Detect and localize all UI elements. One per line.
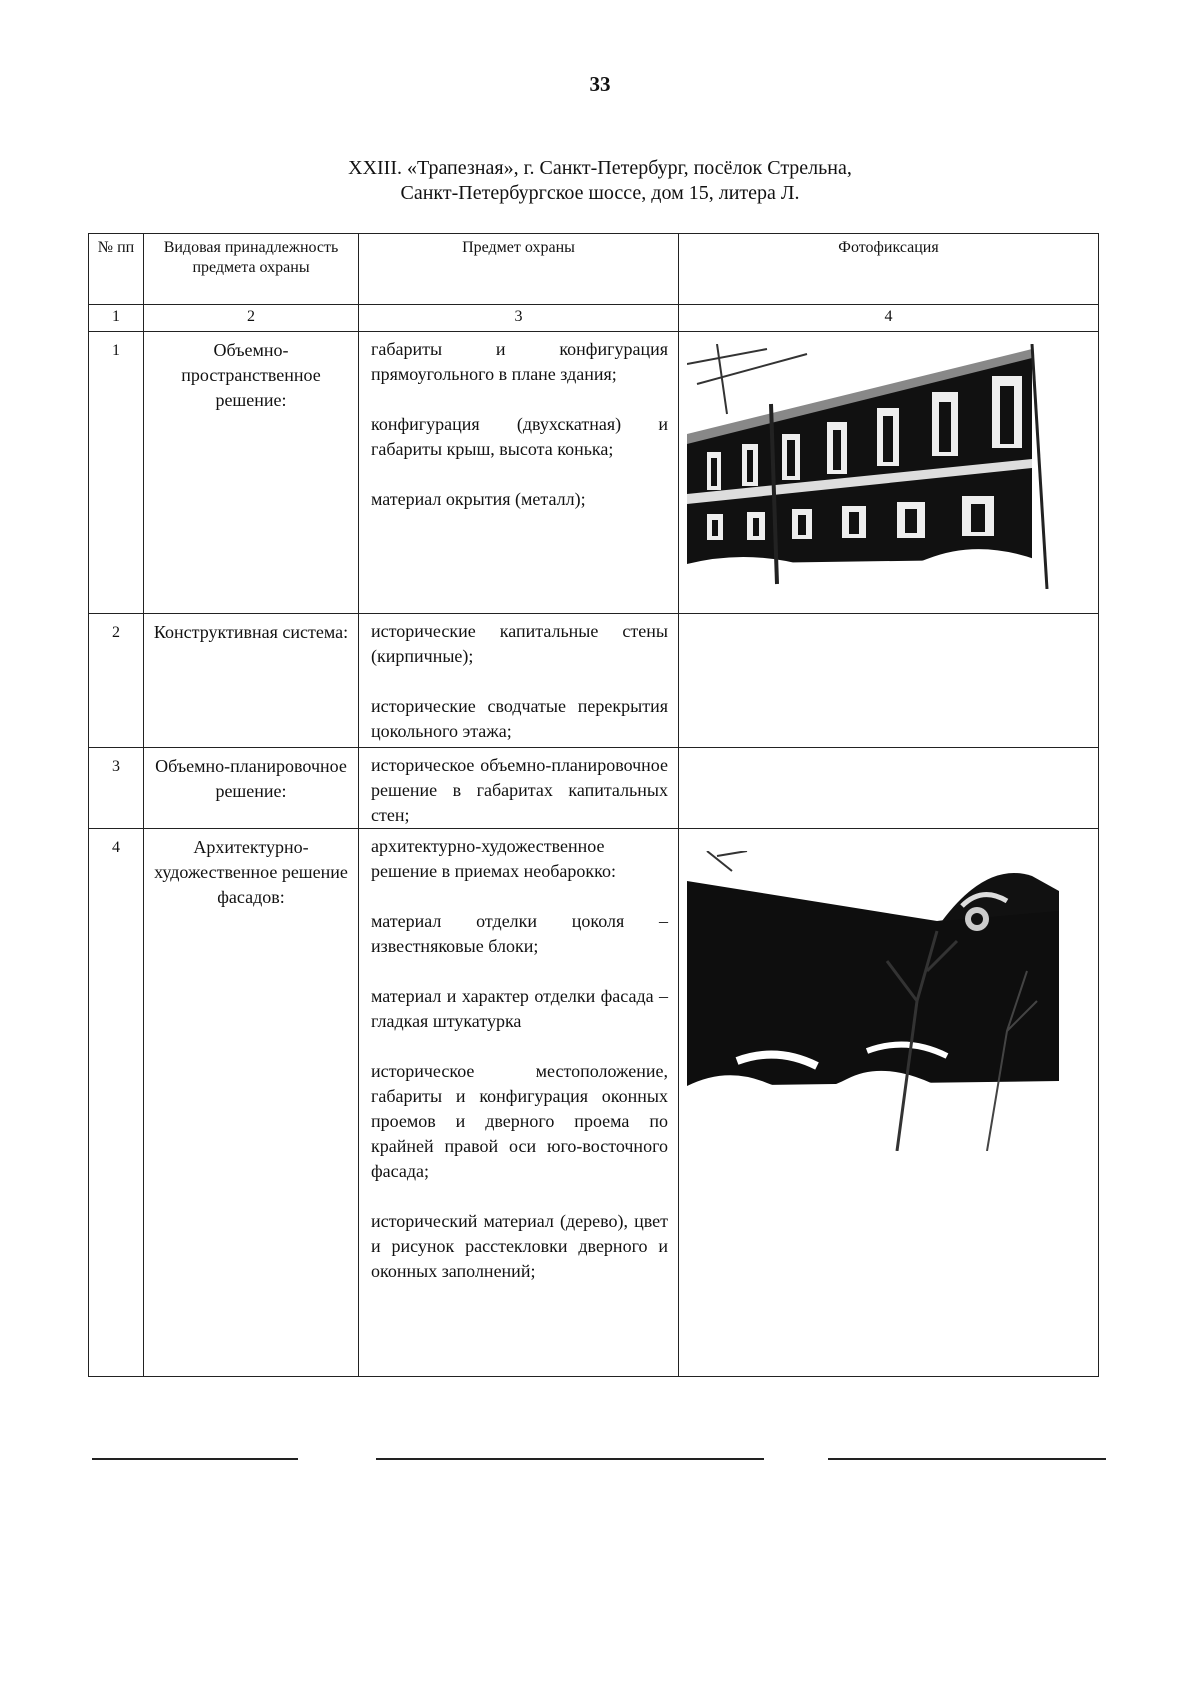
table-row [89, 614, 1099, 748]
subject-item: исторические капитальные стены (кирпичные); [371, 621, 668, 666]
row-subject [359, 614, 679, 748]
row-subject [359, 829, 679, 1377]
column-number: 4 [679, 305, 1099, 332]
column-number: 1 [89, 305, 144, 332]
photo-cell [679, 829, 1099, 1377]
photo-cell [679, 614, 1099, 748]
table-header-row [89, 234, 1099, 305]
photo-facade-drawing [687, 344, 1059, 589]
title-line-1: XXIII. «Трапезная», г. Санкт-Петербург, посёлок Стрельна, [348, 157, 852, 179]
footer-rule [92, 1458, 298, 1460]
header-photo: Фотофиксация [679, 234, 1099, 305]
document-title [260, 156, 940, 206]
row-number: 1 [89, 332, 144, 614]
subject-item: исторический материал (дерево), цвет и рисунок расстекловки дверного и оконных заполнений; [371, 1211, 668, 1281]
subject-item: архитектурно-художественное решение в приемах необарокко: [371, 836, 616, 881]
row-number: 3 [89, 748, 144, 829]
subject-item: историческое местоположение, габариты и конфигурация оконных проемов и дверного проема по крайней правой оси юго-восточного фасада; [371, 1061, 668, 1181]
row-number: 4 [89, 829, 144, 1377]
row-kind: Конструктивная система: [144, 614, 359, 748]
column-number: 2 [144, 305, 359, 332]
subject-item: габариты и конфигурация прямоугольного в плане здания; [371, 339, 668, 384]
row-subject [359, 332, 679, 614]
photo-courtyard-drawing [687, 851, 1059, 1151]
header-kind: Видовая принадлежность предмета охраны [144, 234, 359, 305]
photo-cell [679, 748, 1099, 829]
title-line-2: Санкт-Петербургское шоссе, дом 15, литера Л. [400, 182, 800, 204]
photo-cell [679, 332, 1099, 614]
header-number: № пп [89, 234, 144, 305]
footer-rule [376, 1458, 764, 1460]
row-kind: Объемно-пространственное решение: [144, 332, 359, 614]
building-photo-1 [687, 344, 1059, 589]
page-number: 33 [589, 72, 611, 96]
row-subject [359, 748, 679, 829]
subject-item: материал окрытия (металл); [371, 489, 586, 509]
subject-item: историческое объемно-планировочное решение в габаритах капитальных стен; [371, 755, 668, 825]
table-row [89, 829, 1099, 1377]
subject-item: исторические сводчатые перекрытия цокольного этажа; [371, 696, 668, 741]
protection-table [88, 233, 1099, 1377]
building-photo-2 [687, 851, 1059, 1151]
table-row [89, 332, 1099, 614]
column-number: 3 [359, 305, 679, 332]
row-kind: Объемно-планировочное решение: [144, 748, 359, 829]
subject-item: материал отделки цоколя – известняковые блоки; [371, 911, 668, 956]
table-row [89, 748, 1099, 829]
header-subject: Предмет охраны [359, 234, 679, 305]
row-kind: Архитектурно-художественное решение фасадов: [144, 829, 359, 1377]
column-number-row [89, 305, 1099, 332]
footer-rule [828, 1458, 1106, 1460]
subject-item: материал и характер отделки фасада – гладкая штукатурка [371, 986, 668, 1031]
subject-item: конфигурация (двухскатная) и габариты крыш, высота конька; [371, 414, 668, 459]
row-number: 2 [89, 614, 144, 748]
